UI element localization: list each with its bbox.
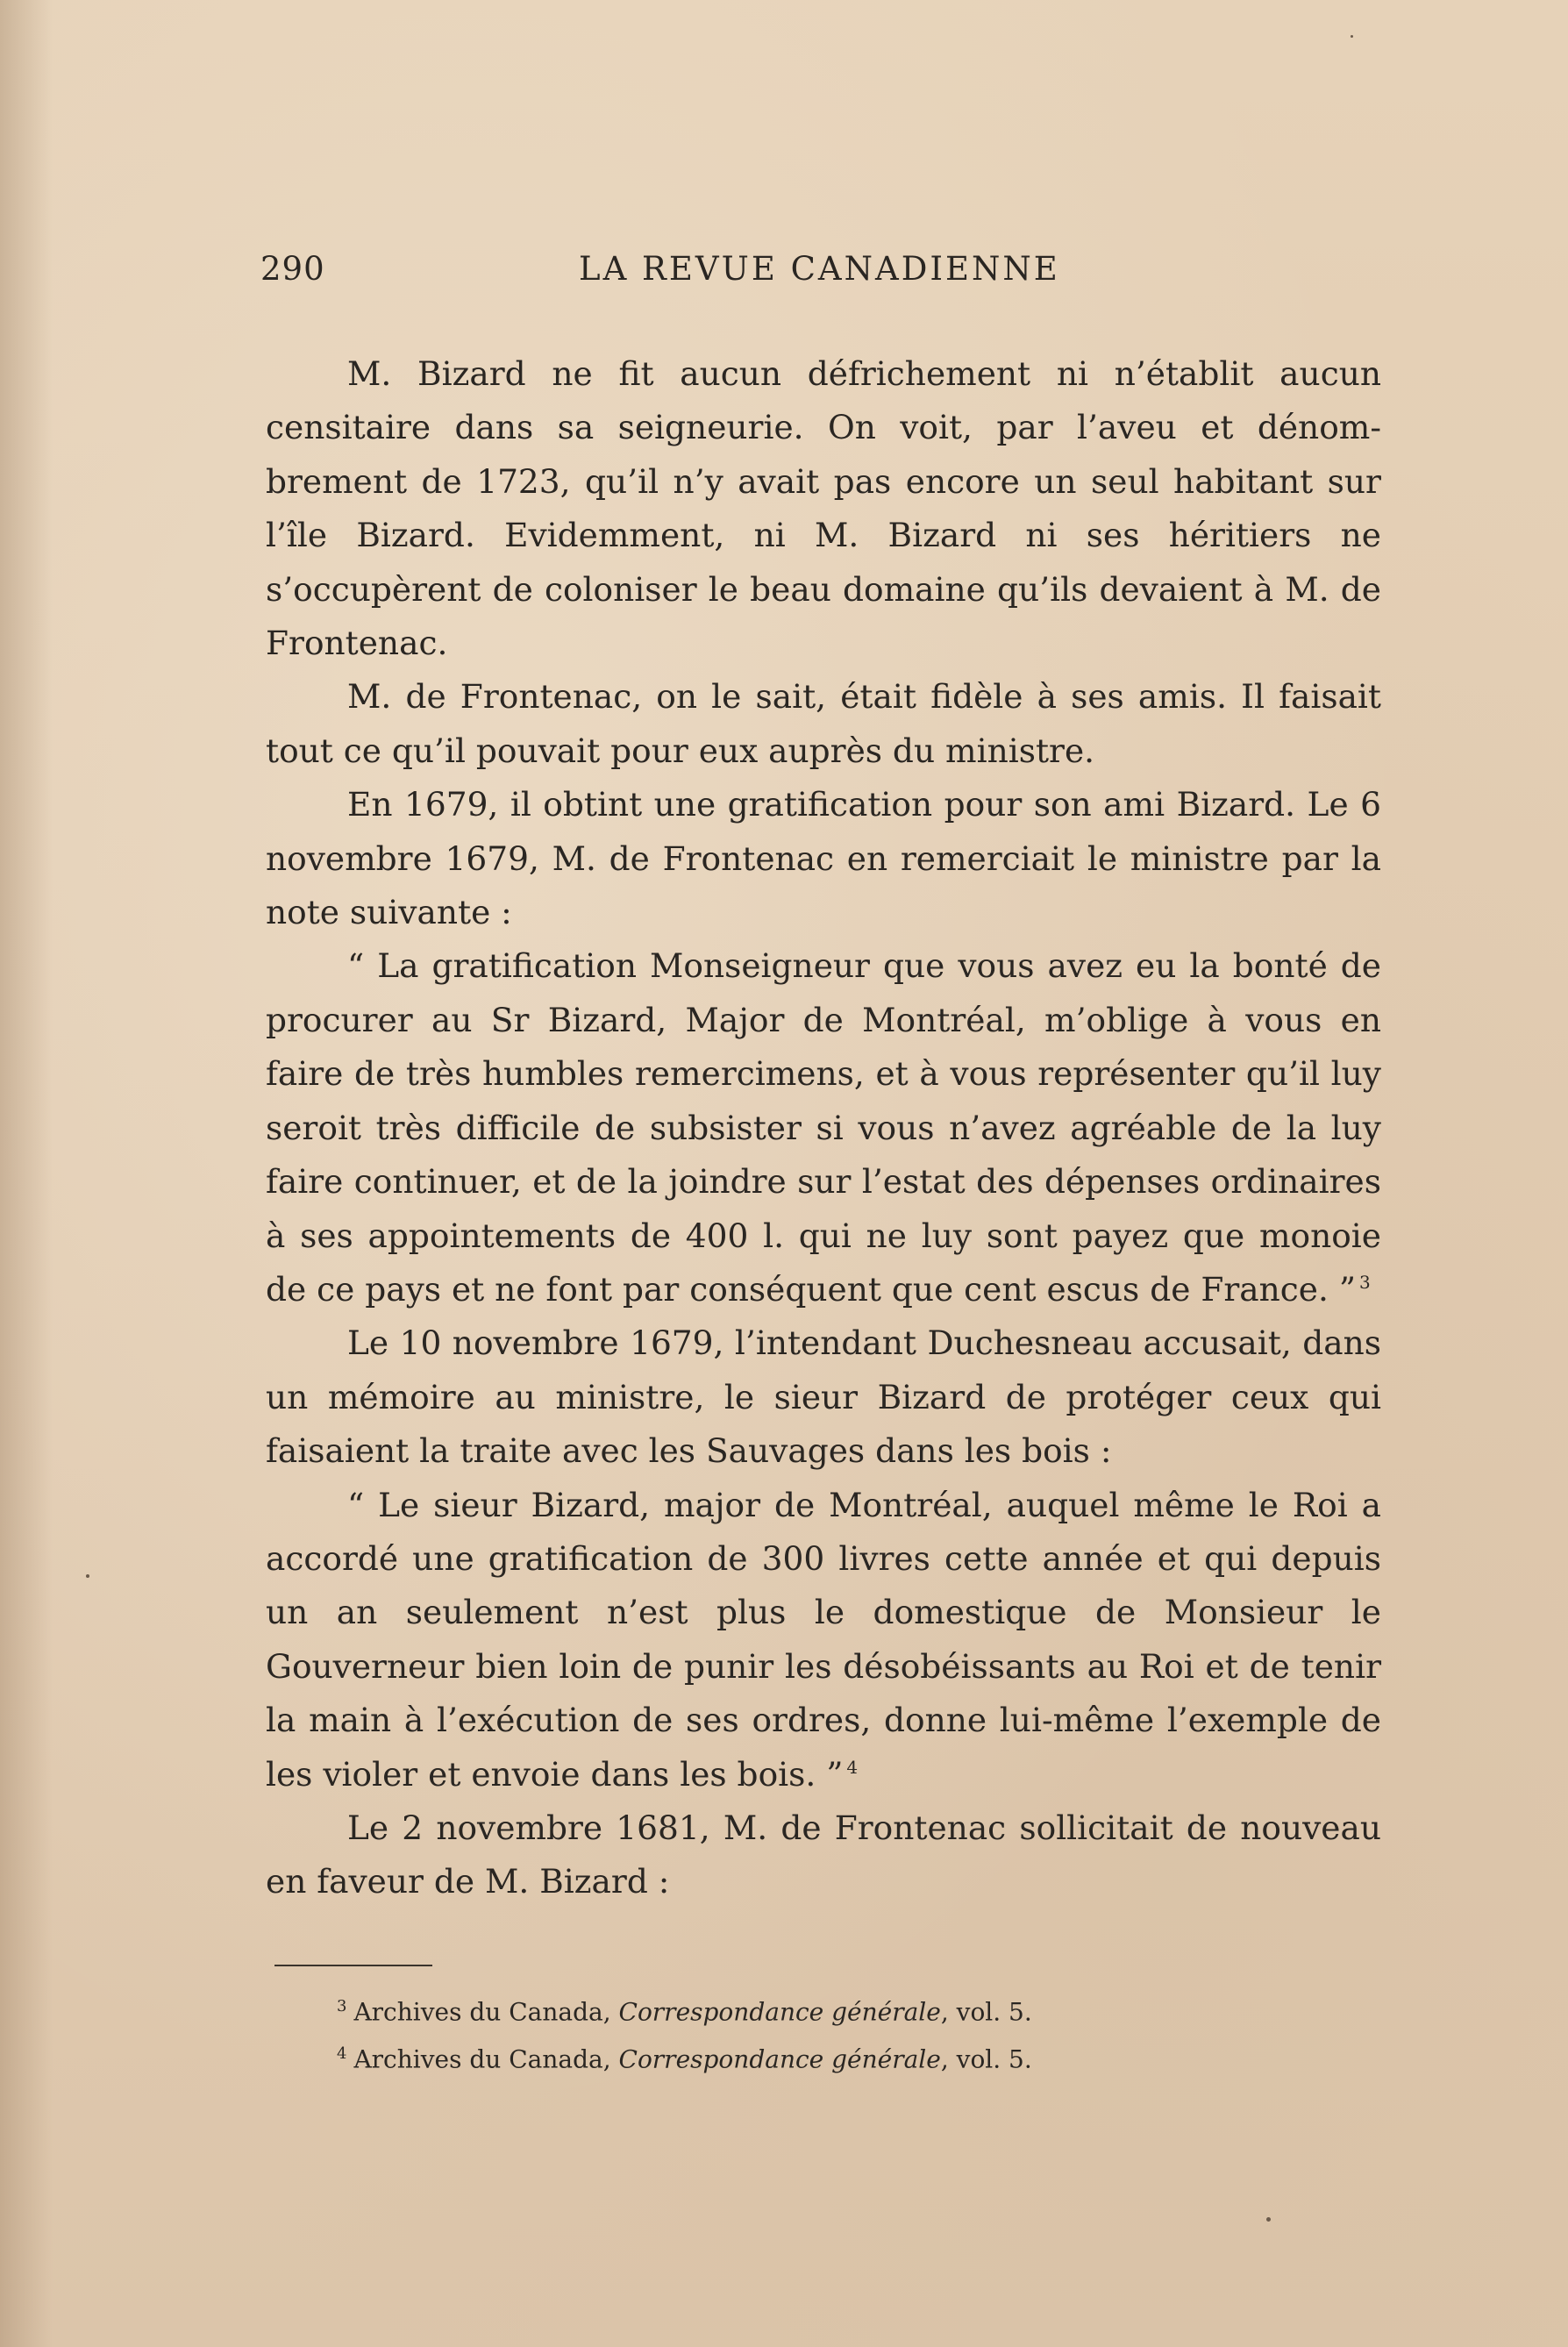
paragraph: En 1679, il obtint une gratification pour son ami Bizard. Le 6 novembre 1679, M. de Frontenac en remerciait le ministre par la note suivante :	[266, 785, 1381, 932]
footnote-volume: , vol. 5.	[940, 1997, 1032, 2027]
quotation-paragraph	[266, 939, 1381, 1316]
paragraph: M. Bizard ne fit aucun défrichement ni n’établit aucun censitaire dans sa seigneurie. On voit, par l’aveu et dénombrement de 1723, qu’il n’y avait pas encore un seul habitant sur l’île Bizard. Evidemment, ni M. Bizard ni ses héritiers ne s’occupèrent de coloniser le beau domaine qu’ils devaient à M. de Frontenac.	[266, 354, 1381, 663]
paragraph: M. de Frontenac, on le sait, était fidèle à ses amis. Il faisait tout ce qu’il pouvait pour eux auprès du ministre.	[266, 677, 1381, 770]
footnote	[337, 1986, 1214, 2033]
paragraph: Le 10 novembre 1679, l’intendant Duchesneau accusait, dans un mémoire au ministre, le sieur Bizard de protéger ceux qui faisaient la traite avec les Sauvages dans les bois :	[266, 1323, 1381, 1471]
footnote-mark: 3	[337, 1997, 347, 2015]
paper-speck	[86, 1574, 89, 1578]
body-text	[266, 347, 1381, 1909]
footnote-mark: 4	[337, 2044, 347, 2064]
footnote-source: Archives du Canada,	[353, 2044, 611, 2074]
footnote-volume: , vol. 5.	[940, 2044, 1032, 2074]
footnotes	[337, 1986, 1214, 2081]
footnote-divider	[274, 1965, 432, 1966]
quotation-text: “ Le sieur Bizard, major de Montréal, auquel même le Roi a accordé une gratification de 300 livres cette année et qui depuis un an seulement n’est plus le domestique de Monsieur le Gouverneur bien loin de punir les désobéissants au Roi et de tenir la main à l’exécution de ses ordres, donne lui-même l’exemple de les violer et envoie dans les bois. ”	[266, 1485, 1381, 1794]
footnote-reference[interactable]: 4	[846, 1757, 859, 1779]
paragraph: Le 2 novembre 1681, M. de Frontenac sollicitait de nouveau en faveur de M. Bizard :	[266, 1808, 1381, 1901]
paper-speck	[1266, 2217, 1271, 2222]
footnote-source: Archives du Canada,	[353, 1997, 611, 2027]
quotation-text: “ La gratification Monseigneur que vous avez eu la bonté de procurer au Sr Bizard, Major de Montréal, m’oblige à vous en faire de très humbles remercimens, et à vous représenter qu’il luy seroit très difficile de subsister si vous n’avez agréable de la luy faire continuer, et de la joindre sur l’estat des dépenses ordinaires à ses appointements de 400 l. qui ne luy sont payez que monoie de ce pays et ne font par conséquent que cent escus de France. ”	[266, 946, 1381, 1309]
quotation-paragraph	[266, 1479, 1381, 1801]
page-gutter-shadow	[0, 0, 53, 2347]
page-number: 290	[260, 250, 325, 288]
footnote	[337, 2033, 1214, 2080]
paper-speck	[1351, 35, 1353, 38]
footnote-title: Correspondance générale	[618, 1997, 941, 2027]
running-title: LA REVUE CANADIENNE	[579, 250, 1060, 288]
footnote-reference[interactable]: 3	[1359, 1272, 1371, 1294]
page-header	[260, 250, 1080, 294]
footnote-title: Correspondance générale	[618, 2044, 941, 2074]
